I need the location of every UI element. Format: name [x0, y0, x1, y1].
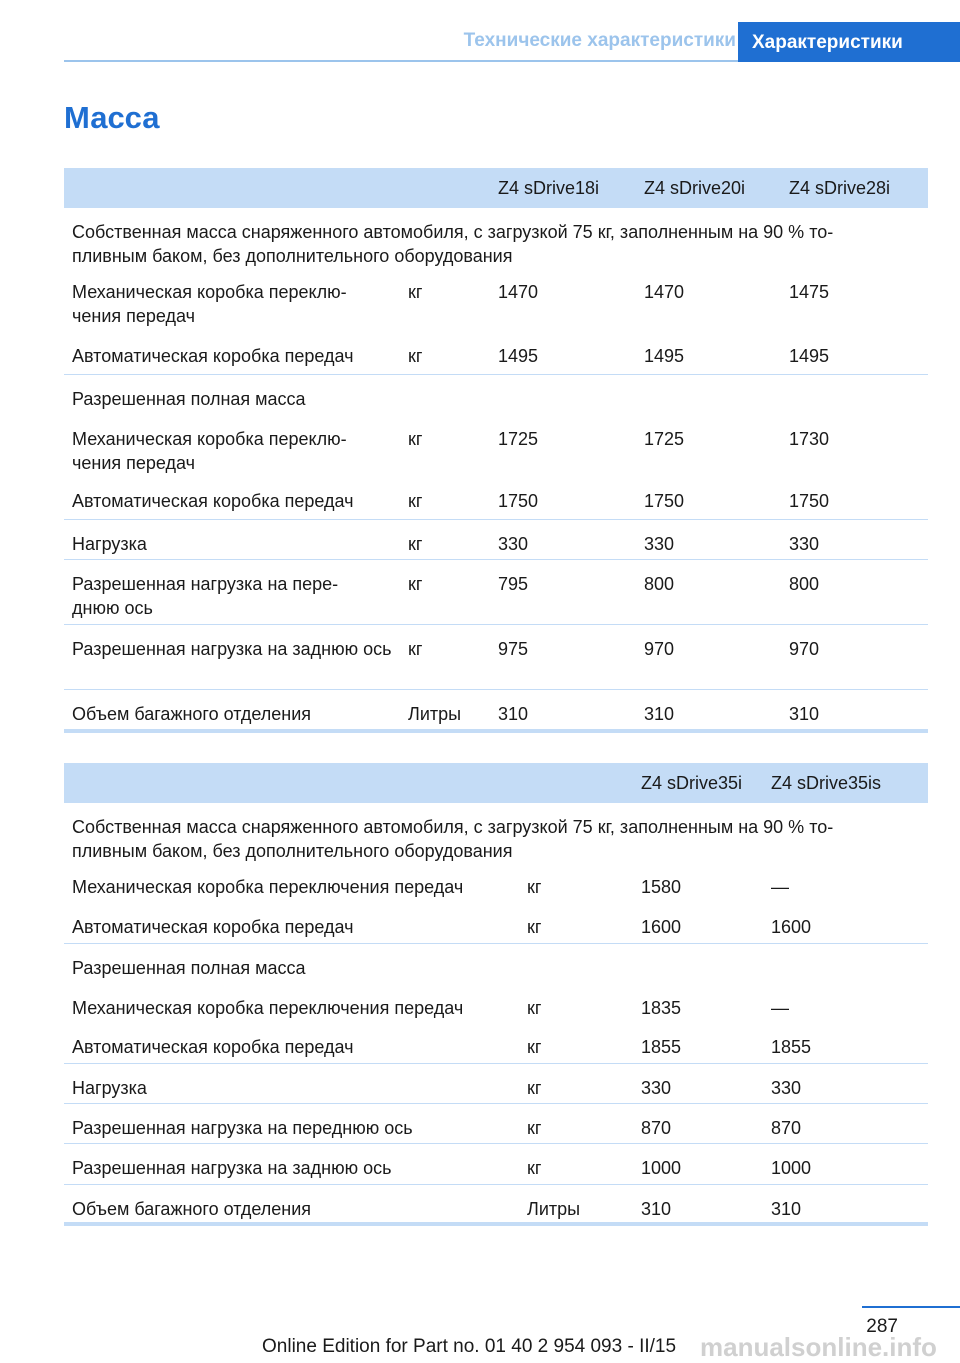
column-header: Z4 sDrive18i: [498, 178, 600, 198]
row-unit: кг: [527, 998, 542, 1018]
page-title: Масса: [64, 100, 160, 135]
row-label: Разрешенная нагрузка на заднюю ось: [72, 639, 392, 659]
row-unit: кг: [408, 346, 423, 366]
row-label: Механическая коробка переклю-чения передач: [72, 282, 347, 326]
table-row: [64, 863, 928, 903]
row-unit: кг: [527, 917, 542, 937]
row-value: 1750: [498, 491, 539, 511]
row-value: 1000: [641, 1158, 682, 1178]
table-row: [64, 520, 928, 560]
table-row: [64, 625, 928, 690]
row-unit: кг: [408, 534, 423, 554]
watermark: manualsonline.info: [700, 1332, 937, 1362]
tab-characteristics[interactable]: Характеристики: [738, 22, 960, 62]
row-value: 1750: [789, 491, 830, 511]
row-label: Разрешенная нагрузка на заднюю ось: [72, 1158, 392, 1178]
footer-rule: [862, 1306, 960, 1308]
row-label: Автоматическая коробка передач: [72, 1037, 354, 1057]
page-number: 287: [866, 1316, 898, 1337]
row-unit: кг: [408, 491, 423, 511]
row-label: Разрешенная нагрузка на пере-днюю ось: [72, 574, 339, 618]
row-value: 310: [498, 704, 529, 724]
row-unit: Литры: [408, 704, 462, 724]
row-value: 800: [789, 574, 820, 594]
row-value: 1750: [644, 491, 685, 511]
row-unit: кг: [408, 639, 423, 659]
table-row: [64, 1064, 928, 1104]
table-row: [64, 1144, 928, 1185]
row-label: Механическая коробка переключения передач: [72, 877, 464, 897]
table-row: [64, 268, 928, 332]
row-unit: кг: [408, 282, 423, 302]
row-value: 310: [771, 1199, 802, 1219]
row-label: Автоматическая коробка передач: [72, 917, 354, 937]
row-unit: кг: [527, 877, 542, 897]
table-row: [64, 560, 928, 625]
section-label: Разрешенная полная масса: [72, 389, 306, 409]
row-label: Нагрузка: [72, 534, 147, 554]
row-label: Автоматическая коробка передач: [72, 346, 354, 366]
column-header: Z4 sDrive35is: [771, 773, 882, 793]
row-label: Разрешенная нагрузка на переднюю ось: [72, 1118, 413, 1138]
row-value: 310: [644, 704, 675, 724]
table-row: [64, 1023, 928, 1064]
row-value: 330: [498, 534, 529, 554]
row-label: Объем багажного отделения: [72, 704, 312, 724]
row-value: 1725: [644, 429, 685, 449]
row-value: —: [771, 998, 789, 1018]
row-label: Механическая коробка переклю-чения передач: [72, 429, 347, 473]
row-value: 1475: [789, 282, 830, 302]
row-value: 800: [644, 574, 675, 594]
row-value: 970: [789, 639, 820, 659]
row-unit: кг: [527, 1037, 542, 1057]
row-value: 1600: [771, 917, 812, 937]
column-header: Z4 sDrive20i: [644, 178, 746, 198]
row-label: Автоматическая коробка передач: [72, 491, 354, 511]
row-value: 870: [641, 1118, 672, 1138]
section-label: Собственная масса снаряженного автомобиля, с загрузкой 75 кг, заполненным на 90 % то-пливным баком, без дополнительного оборудования: [72, 817, 834, 861]
section-label: Собственная масса снаряженного автомобиля, с загрузкой 75 кг, заполненным на 90 % то-пливным баком, без дополнительного оборудования: [72, 222, 834, 266]
row-value: 330: [644, 534, 675, 554]
edition-note: Online Edition for Part no. 01 40 2 954 093 - II/15: [262, 1336, 677, 1357]
row-value: 310: [789, 704, 820, 724]
row-value: 1495: [644, 346, 685, 366]
table-row: [64, 332, 928, 375]
row-value: 975: [498, 639, 529, 659]
table-header: [64, 168, 928, 208]
row-value: —: [771, 877, 789, 897]
section-label: Разрешенная полная масса: [72, 958, 306, 978]
row-unit: Литры: [527, 1199, 581, 1219]
row-value: 870: [771, 1118, 802, 1138]
table-bottom-rule: [64, 1222, 928, 1226]
row-value: 1495: [789, 346, 830, 366]
row-value: 1470: [498, 282, 539, 302]
row-unit: кг: [527, 1118, 542, 1138]
row-value: 1855: [771, 1037, 812, 1057]
table-header: [64, 763, 928, 803]
row-value: 795: [498, 574, 529, 594]
table-row: [64, 415, 928, 477]
row-label: Нагрузка: [72, 1078, 147, 1098]
table-row: [64, 1104, 928, 1144]
table-row: [64, 477, 928, 520]
row-value: 1730: [789, 429, 830, 449]
table-row: [64, 984, 928, 1023]
row-value: 970: [644, 639, 675, 659]
table-row: [64, 1185, 928, 1222]
row-value: 310: [641, 1199, 672, 1219]
row-value: 1725: [498, 429, 539, 449]
row-value: 1495: [498, 346, 539, 366]
row-value: 330: [641, 1078, 672, 1098]
breadcrumb[interactable]: Технические характеристики: [463, 30, 736, 51]
table-bottom-rule: [64, 729, 928, 733]
row-value: 330: [771, 1078, 802, 1098]
table-row: [64, 903, 928, 944]
row-value: 1835: [641, 998, 682, 1018]
mass-table-1: [64, 168, 928, 733]
row-value: 1600: [641, 917, 682, 937]
row-value: 1000: [771, 1158, 812, 1178]
row-unit: кг: [527, 1078, 542, 1098]
row-value: 1855: [641, 1037, 682, 1057]
mass-table-2: [64, 763, 928, 1226]
row-unit: кг: [408, 429, 423, 449]
row-label: Механическая коробка переключения передач: [72, 998, 464, 1018]
table-row: [64, 690, 928, 729]
row-label: Объем багажного отделения: [72, 1199, 312, 1219]
row-unit: кг: [408, 574, 423, 594]
row-value: 1470: [644, 282, 685, 302]
column-header: Z4 sDrive28i: [789, 178, 891, 198]
row-unit: кг: [527, 1158, 542, 1178]
row-value: 330: [789, 534, 820, 554]
row-value: 1580: [641, 877, 682, 897]
column-header: Z4 sDrive35i: [641, 773, 743, 793]
